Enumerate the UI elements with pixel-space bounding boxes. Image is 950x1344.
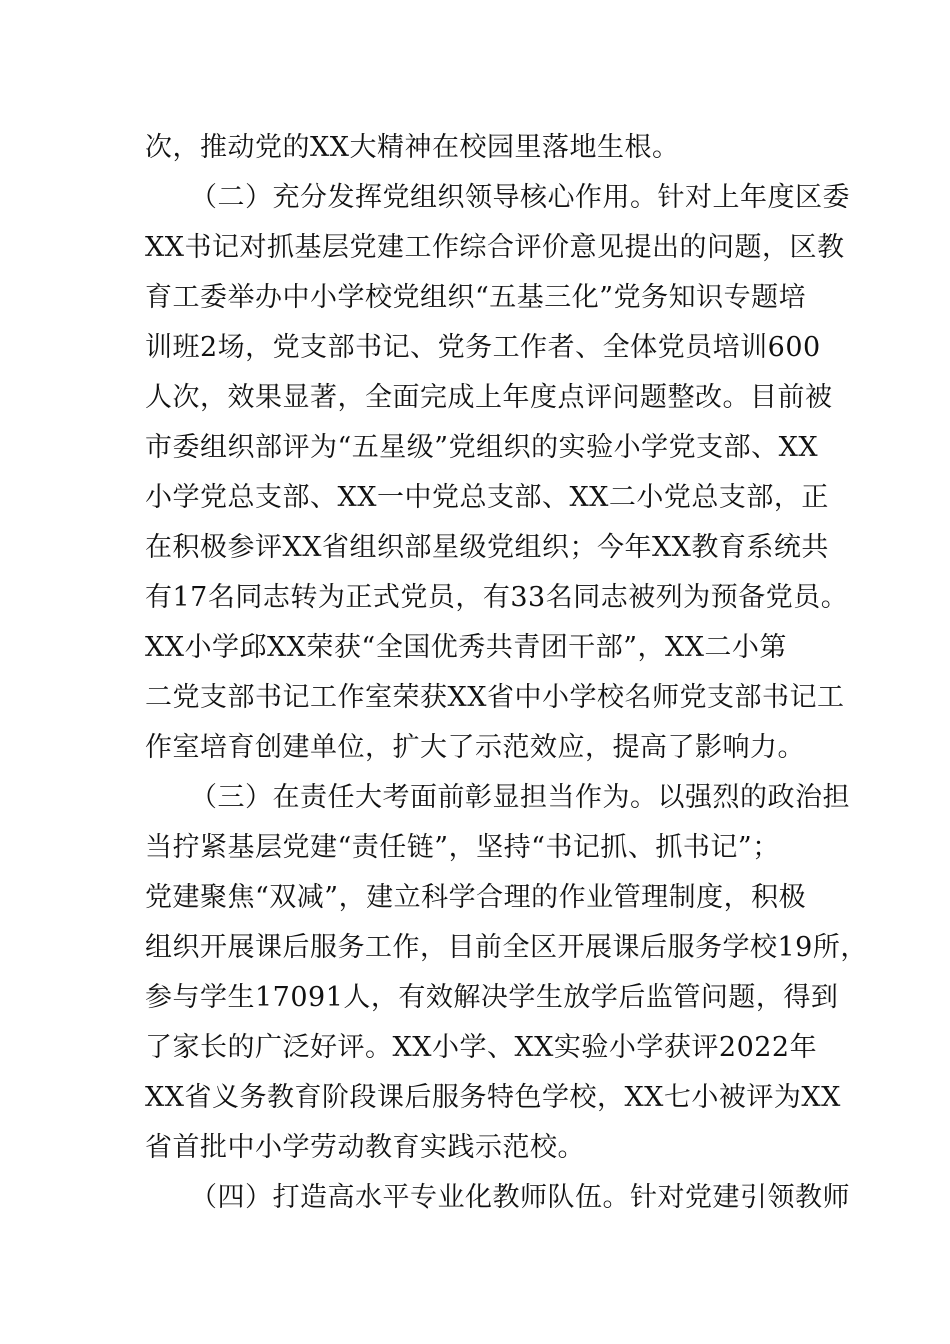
section-heading-3: （三）在责任大考面前彰显担当作为。以强烈的政治担 <box>190 782 850 813</box>
text-line: 组织开展课后服务工作，目前全区开展课后服务学校19所， <box>145 932 868 963</box>
text-line: 人次，效果显著，全面完成上年度点评问题整改。目前被 <box>145 382 833 413</box>
text-line: 二党支部书记工作室荣获XX省中小学校名师党支部书记工 <box>145 682 845 713</box>
text-line: 有17名同志转为正式党员，有33名同志被列为预备党员。 <box>145 582 849 613</box>
text-line: 小学党总支部、XX一中党总支部、XX二小党总支部，正 <box>145 482 829 513</box>
section-heading-2: （二）充分发挥党组织领导核心作用。针对上年度区委 <box>190 182 850 213</box>
text-line: 在积极参评XX省组织部星级党组织；今年XX教育系统共 <box>145 532 829 563</box>
text-line: 训班2场，党支部书记、党务工作者、全体党员培训600 <box>145 332 821 363</box>
text-line: 育工委举办中小学校党组织“五基三化”党务知识专题培 <box>145 282 807 313</box>
text-line: 市委组织部评为“五星级”党组织的实验小学党支部、XX <box>145 432 819 463</box>
text-line: XX书记对抓基层党建工作综合评价意见提出的问题，区教 <box>145 232 845 263</box>
text-line: XX小学邱XX荣获“全国优秀共青团干部”，XX二小第 <box>145 632 787 663</box>
text-line: 省首批中小学劳动教育实践示范校。 <box>145 1132 585 1163</box>
text-line: XX省义务教育阶段课后服务特色学校，XX七小被评为XX <box>145 1082 841 1113</box>
text-line: 次，推动党的XX大精神在校园里落地生根。 <box>145 132 680 163</box>
text-line: 作室培育创建单位，扩大了示范效应，提高了影响力。 <box>145 732 805 763</box>
text-line: 党建聚焦“双减”，建立科学合理的作业管理制度，积极 <box>145 882 807 913</box>
text-line: 参与学生17091人，有效解决学生放学后监管问题，得到 <box>145 982 839 1013</box>
text-line: 了家长的广泛好评。XX小学、XX实验小学获评2022年 <box>145 1032 818 1063</box>
section-heading-4: （四）打造高水平专业化教师队伍。针对党建引领教师 <box>190 1182 850 1213</box>
text-line: 当拧紧基层党建“责任链”，坚持“书记抓、抓书记”； <box>145 832 780 863</box>
